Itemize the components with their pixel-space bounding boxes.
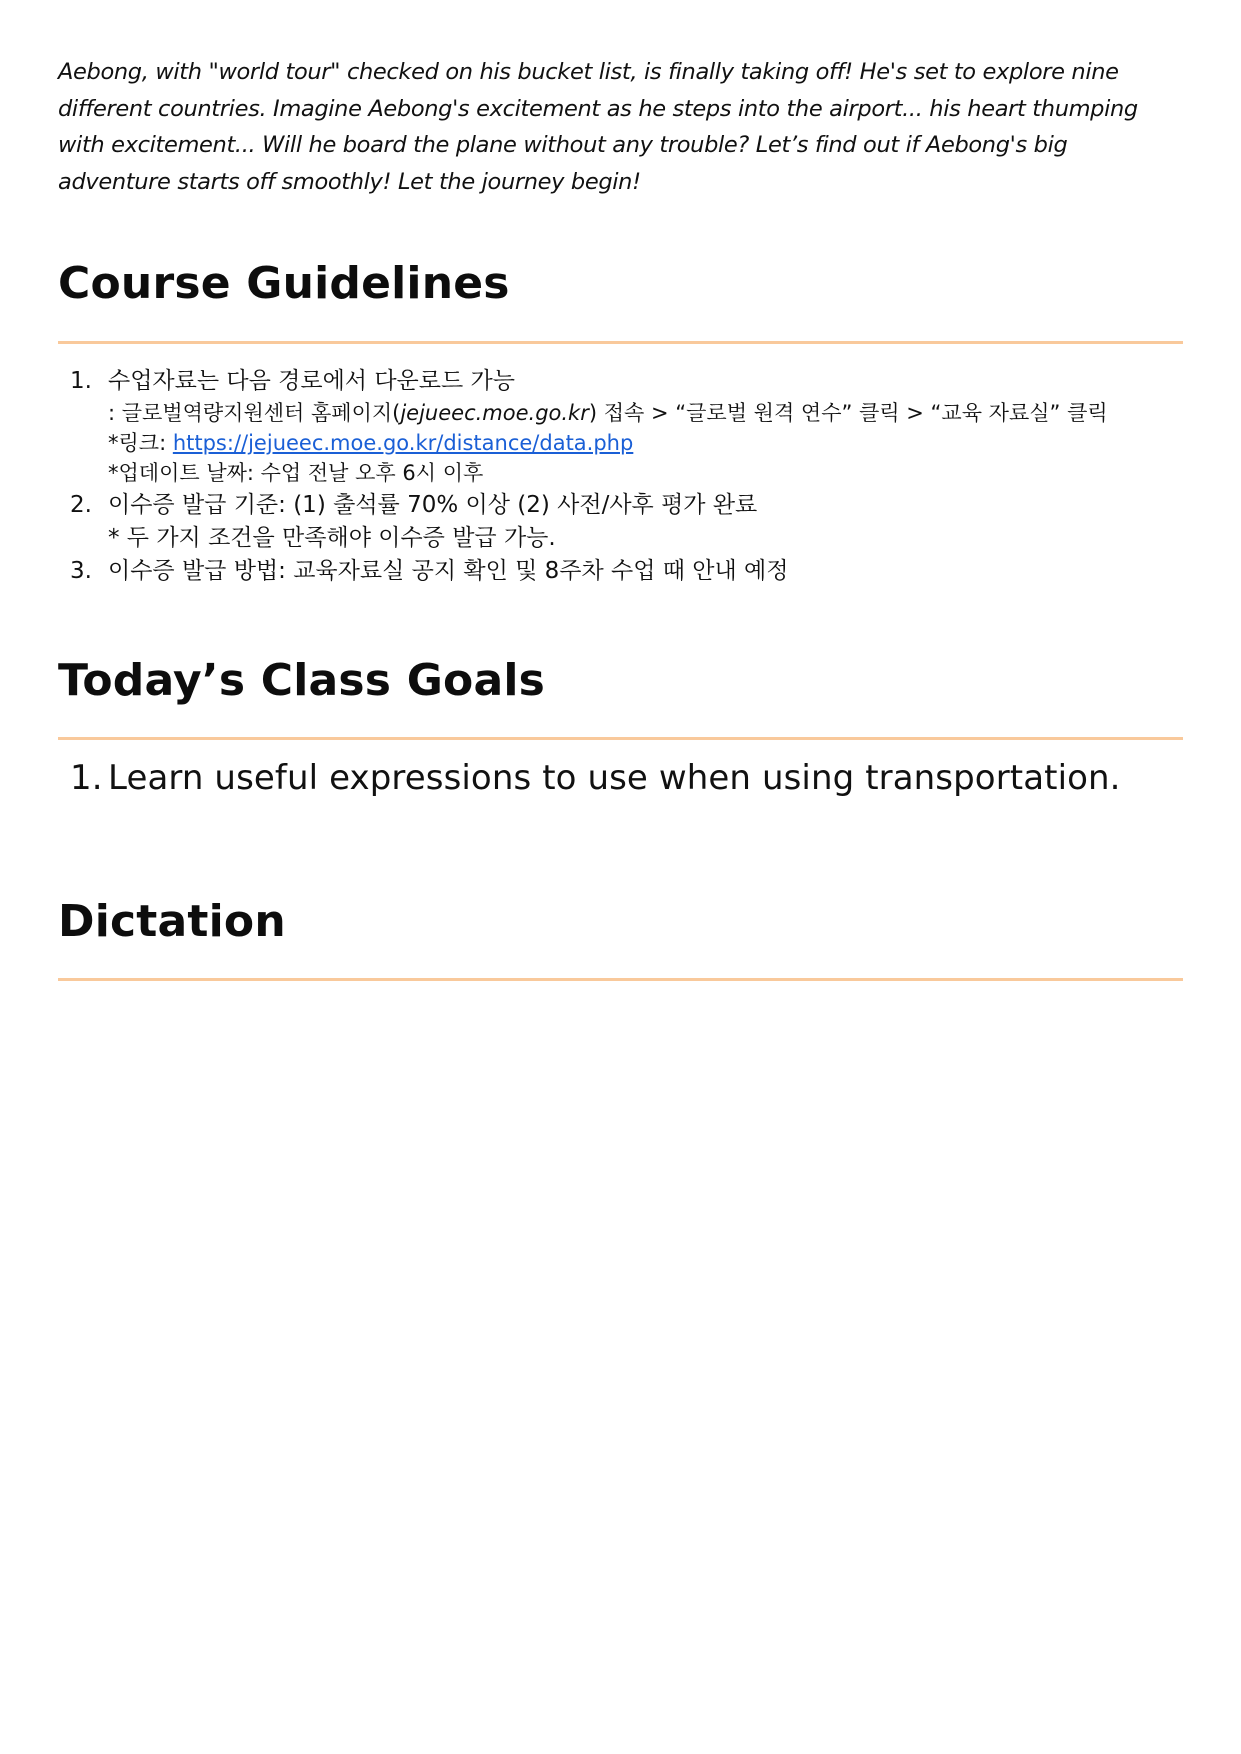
class-goals-list <box>58 756 1121 800</box>
download-path <box>108 398 1108 428</box>
data-download-link[interactable]: https://jejueec.moe.go.kr/distance/data.php <box>172 431 634 455</box>
list-number: 2. <box>70 492 92 518</box>
section-divider <box>58 978 1183 981</box>
dictation-title: Dictation <box>58 896 286 947</box>
list-item <box>58 756 1121 800</box>
list-item <box>58 488 1108 554</box>
list-item <box>58 364 1108 488</box>
list-number: 1. <box>70 758 103 798</box>
course-guidelines-list <box>58 364 1108 588</box>
list-number: 3. <box>70 558 92 584</box>
path-prefix: : 글로벌역량지원센터 홈페이지( <box>108 401 401 425</box>
section-divider <box>58 737 1183 740</box>
list-item-text: Learn useful expressions to use when using transportation. <box>108 758 1121 798</box>
list-item-text: 이수증 발급 방법: 교육자료실 공지 확인 및 8주차 수업 때 안내 예정 <box>108 558 789 584</box>
list-number: 1. <box>70 368 92 394</box>
update-note: *업데이트 날짜: 수업 전날 오후 6시 이후 <box>108 461 484 485</box>
list-item <box>58 554 1108 588</box>
list-item-text: 수업자료는 다음 경로에서 다운로드 가능 <box>108 368 515 394</box>
list-item-text: 이수증 발급 기준: (1) 출석률 70% 이상 (2) 사전/사후 평가 완료 <box>108 492 758 518</box>
path-suffix: ) 접속 > “글로벌 원격 연수” 클릭 > “교육 자료실” 클릭 <box>588 401 1108 425</box>
link-label: *링크: <box>108 431 173 455</box>
class-goals-title: Today’s Class Goals <box>58 655 546 706</box>
intro-paragraph: Aebong, with "world tour" checked on his bucket list, is finally taking off! He's set to explore nine different countries. Imagine Aebong's excitement as he steps into the airport... his heart thumping with excitement... Will he board the plane without any trouble? Let’s find out if Aebong's big adventure starts off smoothly! Let the journey begin! <box>58 59 1138 195</box>
course-guidelines-title: Course Guidelines <box>58 258 510 309</box>
certificate-note: * 두 가지 조건을 만족해야 이수증 발급 가능. <box>108 525 556 551</box>
section-divider <box>58 341 1183 344</box>
link-line <box>108 428 1108 458</box>
path-domain: jejueec.moe.go.kr <box>400 401 589 425</box>
